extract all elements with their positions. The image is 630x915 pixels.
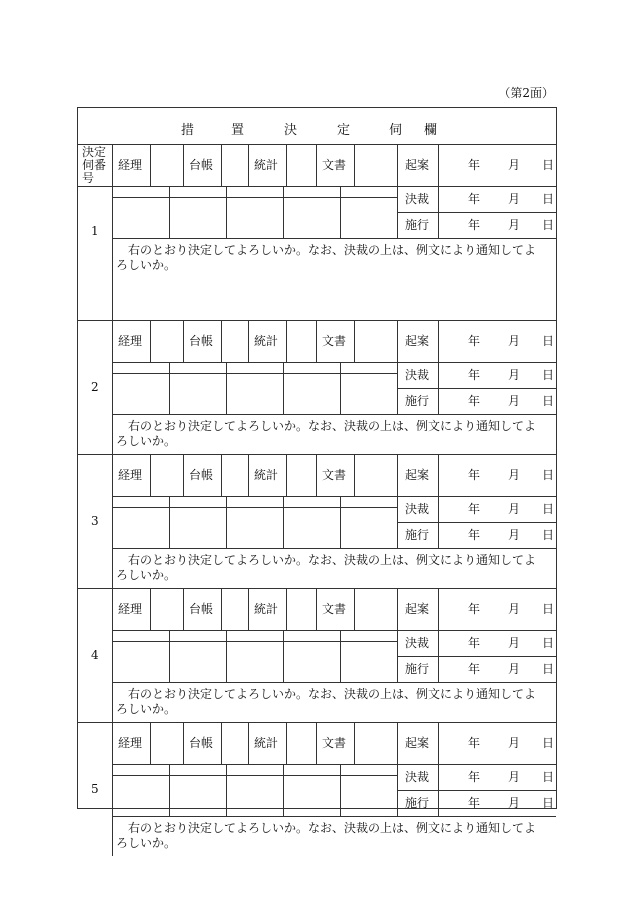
seal-tick bbox=[226, 496, 227, 507]
block-5-date-unit: 月 bbox=[508, 736, 521, 750]
step-divider bbox=[438, 790, 439, 816]
block-5-step-label: 施行 bbox=[405, 796, 430, 810]
header-approver-label: 統計 bbox=[254, 158, 279, 172]
seal-divider bbox=[112, 775, 397, 776]
approver-divider bbox=[221, 722, 222, 764]
approver-divider bbox=[354, 144, 355, 186]
block-4-date-unit: 日 bbox=[542, 662, 555, 676]
block-2-date-unit: 日 bbox=[542, 394, 555, 408]
approver-divider bbox=[316, 588, 317, 630]
block-3-number: 3 bbox=[91, 514, 99, 528]
block-2-date-unit: 日 bbox=[542, 368, 555, 382]
approver-divider bbox=[150, 320, 151, 362]
step-divider bbox=[438, 212, 439, 238]
row-divider bbox=[112, 764, 556, 765]
header-step-label: 起案 bbox=[405, 158, 430, 172]
block-3-date-unit: 日 bbox=[542, 468, 555, 482]
block-1-date-unit: 月 bbox=[508, 218, 521, 232]
header-date-unit: 日 bbox=[542, 158, 555, 172]
form-title-char: 定 bbox=[337, 123, 351, 138]
number-col-divider bbox=[112, 454, 113, 588]
step-row-divider bbox=[397, 388, 556, 389]
seal-tick bbox=[340, 630, 341, 641]
block-2-number: 2 bbox=[91, 380, 99, 394]
block-4-date-unit: 年 bbox=[468, 636, 481, 650]
step-divider bbox=[438, 362, 439, 388]
block-4-step-label: 起案 bbox=[405, 602, 430, 616]
approver-divider bbox=[150, 588, 151, 630]
seal-tick bbox=[340, 496, 341, 507]
block-5-step-label: 決裁 bbox=[405, 770, 430, 784]
approver-divider bbox=[183, 588, 184, 630]
number-header-label: 号 bbox=[82, 171, 95, 185]
row-divider bbox=[78, 186, 556, 187]
note-divider bbox=[112, 414, 556, 415]
step-divider bbox=[438, 588, 439, 630]
seal-divider bbox=[283, 641, 284, 682]
block-3-date-unit: 月 bbox=[508, 468, 521, 482]
seal-tick bbox=[169, 630, 170, 641]
approver-divider bbox=[286, 722, 287, 764]
seal-divider bbox=[226, 641, 227, 682]
seal-tick bbox=[226, 764, 227, 775]
seal-divider bbox=[169, 641, 170, 682]
step-divider bbox=[438, 722, 439, 764]
step-divider bbox=[438, 320, 439, 362]
block-3-approver-label: 台帳 bbox=[189, 468, 214, 482]
block-3-date-unit: 年 bbox=[468, 528, 481, 542]
block-1-number: 1 bbox=[91, 224, 99, 238]
approver-divider bbox=[286, 320, 287, 362]
seal-divider bbox=[169, 197, 170, 238]
approver-divider bbox=[397, 588, 398, 630]
row-divider bbox=[112, 362, 556, 363]
approver-divider bbox=[316, 144, 317, 186]
block-3-date-unit: 年 bbox=[468, 502, 481, 516]
block-3-approver-label: 経理 bbox=[118, 468, 143, 482]
block-1-step-label: 決裁 bbox=[405, 192, 430, 206]
seal-divider bbox=[169, 507, 170, 548]
seal-tick bbox=[226, 362, 227, 373]
seal-tick bbox=[226, 186, 227, 197]
approver-divider bbox=[150, 144, 151, 186]
seal-tick bbox=[340, 764, 341, 775]
seal-tick bbox=[169, 362, 170, 373]
step-divider bbox=[438, 656, 439, 682]
number-col-divider bbox=[112, 588, 113, 722]
seal-tick bbox=[169, 186, 170, 197]
block-4-date-unit: 年 bbox=[468, 602, 481, 616]
approver-divider bbox=[183, 144, 184, 186]
block-1-date-unit: 日 bbox=[542, 218, 555, 232]
block-3-date-unit: 日 bbox=[542, 528, 555, 542]
seal-divider bbox=[340, 507, 341, 548]
block-5-step-label: 起案 bbox=[405, 736, 430, 750]
seal-divider bbox=[169, 373, 170, 414]
form-title-char: 伺 bbox=[389, 123, 403, 138]
seal-divider bbox=[112, 507, 397, 508]
block-1-note: 右のとおり決定してよろしいか。なお、決裁の上は、例文により通知してよろしいか。 bbox=[116, 243, 537, 272]
seal-tick bbox=[283, 630, 284, 641]
number-col-divider bbox=[112, 320, 113, 454]
block-2-date-unit: 月 bbox=[508, 368, 521, 382]
block-3-date-unit: 月 bbox=[508, 528, 521, 542]
block-4-date-unit: 月 bbox=[508, 636, 521, 650]
form-title-char: 決 bbox=[284, 123, 298, 138]
seal-divider bbox=[340, 641, 341, 682]
approver-divider bbox=[316, 454, 317, 496]
block-5-approver-label: 経理 bbox=[118, 736, 143, 750]
approver-divider bbox=[221, 320, 222, 362]
seal-tick bbox=[169, 496, 170, 507]
header-approver-label: 台帳 bbox=[189, 158, 214, 172]
header-approver-label: 文書 bbox=[322, 158, 347, 172]
step-divider bbox=[438, 454, 439, 496]
header-approver-label: 経理 bbox=[118, 158, 143, 172]
seal-divider bbox=[226, 507, 227, 548]
approver-divider bbox=[150, 454, 151, 496]
note-divider bbox=[112, 238, 556, 239]
page-label: （第2面） bbox=[498, 86, 554, 100]
seal-divider bbox=[283, 373, 284, 414]
step-row-divider bbox=[397, 656, 556, 657]
approver-divider bbox=[183, 722, 184, 764]
block-4-step-label: 施行 bbox=[405, 662, 430, 676]
block-5-approver-label: 文書 bbox=[322, 736, 347, 750]
number-col-divider bbox=[112, 144, 113, 186]
seal-divider bbox=[226, 373, 227, 414]
row-divider bbox=[112, 496, 556, 497]
seal-divider bbox=[340, 373, 341, 414]
step-divider bbox=[438, 522, 439, 548]
approver-divider bbox=[354, 454, 355, 496]
block-3-date-unit: 月 bbox=[508, 502, 521, 516]
seal-divider bbox=[226, 197, 227, 238]
approver-divider bbox=[397, 320, 398, 362]
block-3-step-label: 決裁 bbox=[405, 502, 430, 516]
row-divider bbox=[112, 630, 556, 631]
approver-divider bbox=[221, 454, 222, 496]
approver-divider bbox=[183, 454, 184, 496]
form-title-char: 置 bbox=[231, 123, 245, 138]
block-3-approver-label: 文書 bbox=[322, 468, 347, 482]
block-5-date-unit: 日 bbox=[542, 796, 555, 810]
block-2-date-unit: 年 bbox=[468, 368, 481, 382]
block-4-number: 4 bbox=[91, 648, 99, 662]
seal-tick bbox=[283, 362, 284, 373]
step-divider bbox=[438, 144, 439, 186]
approver-divider bbox=[354, 588, 355, 630]
form-title bbox=[78, 108, 556, 144]
approver-divider bbox=[286, 454, 287, 496]
block-2-approver-label: 統計 bbox=[254, 334, 279, 348]
block-4-date-unit: 日 bbox=[542, 636, 555, 650]
block-2-date-unit: 年 bbox=[468, 334, 481, 348]
approver-divider bbox=[397, 144, 398, 186]
block-3-note: 右のとおり決定してよろしいか。なお、決裁の上は、例文により通知してよろしいか。 bbox=[116, 553, 537, 582]
block-5-date-unit: 年 bbox=[468, 796, 481, 810]
block-1-date-unit: 年 bbox=[468, 192, 481, 206]
approver-divider bbox=[397, 454, 398, 496]
number-col-divider bbox=[112, 186, 113, 320]
form-title-char: 欄 bbox=[424, 123, 438, 138]
step-row-divider bbox=[397, 790, 556, 791]
approver-divider bbox=[221, 144, 222, 186]
step-row-divider bbox=[397, 212, 556, 213]
block-1-date-unit: 日 bbox=[542, 192, 555, 206]
step-divider bbox=[438, 186, 439, 212]
seal-divider bbox=[112, 373, 397, 374]
block-2-date-unit: 日 bbox=[542, 334, 555, 348]
seal-divider bbox=[340, 197, 341, 238]
number-header-label: 決定 bbox=[82, 145, 107, 159]
step-divider bbox=[438, 388, 439, 414]
block-2-note: 右のとおり決定してよろしいか。なお、決裁の上は、例文により通知してよろしいか。 bbox=[116, 419, 537, 448]
block-4-approver-label: 台帳 bbox=[189, 602, 214, 616]
block-5-date-unit: 日 bbox=[542, 736, 555, 750]
block-2-approver-label: 文書 bbox=[322, 334, 347, 348]
approver-divider bbox=[354, 722, 355, 764]
approver-divider bbox=[316, 722, 317, 764]
seal-divider bbox=[283, 197, 284, 238]
block-5-date-unit: 年 bbox=[468, 770, 481, 784]
seal-divider bbox=[340, 775, 341, 816]
block-2-date-unit: 月 bbox=[508, 394, 521, 408]
block-5-note: 右のとおり決定してよろしいか。なお、決裁の上は、例文により通知してよろしいか。 bbox=[116, 821, 537, 850]
note-divider bbox=[112, 682, 556, 683]
form-title-char: 措 bbox=[181, 123, 195, 138]
block-5-date-unit: 月 bbox=[508, 796, 521, 810]
block-5-approver-label: 台帳 bbox=[189, 736, 214, 750]
approver-divider bbox=[248, 454, 249, 496]
block-1-date-unit: 年 bbox=[468, 218, 481, 232]
block-2-date-unit: 年 bbox=[468, 394, 481, 408]
approver-divider bbox=[286, 588, 287, 630]
block-1-date-unit: 月 bbox=[508, 192, 521, 206]
approver-divider bbox=[248, 588, 249, 630]
block-2-approver-label: 経理 bbox=[118, 334, 143, 348]
note-divider bbox=[112, 548, 556, 549]
header-date-unit: 年 bbox=[468, 158, 481, 172]
block-4-date-unit: 年 bbox=[468, 662, 481, 676]
approver-divider bbox=[286, 144, 287, 186]
seal-tick bbox=[283, 764, 284, 775]
block-4-approver-label: 経理 bbox=[118, 602, 143, 616]
block-2-date-unit: 月 bbox=[508, 334, 521, 348]
block-3-step-label: 起案 bbox=[405, 468, 430, 482]
approver-divider bbox=[150, 722, 151, 764]
block-2-step-label: 決裁 bbox=[405, 368, 430, 382]
seal-divider bbox=[283, 775, 284, 816]
block-4-approver-label: 文書 bbox=[322, 602, 347, 616]
seal-tick bbox=[283, 496, 284, 507]
header-date-unit: 月 bbox=[508, 158, 521, 172]
block-2-step-label: 施行 bbox=[405, 394, 430, 408]
seal-tick bbox=[340, 186, 341, 197]
block-4-date-unit: 月 bbox=[508, 662, 521, 676]
approver-divider bbox=[316, 320, 317, 362]
block-4-note: 右のとおり決定してよろしいか。なお、決裁の上は、例文により通知してよろしいか。 bbox=[116, 687, 537, 716]
step-divider bbox=[438, 496, 439, 522]
step-row-divider bbox=[397, 522, 556, 523]
note-divider bbox=[112, 816, 556, 817]
approver-divider bbox=[354, 320, 355, 362]
approver-divider bbox=[397, 722, 398, 764]
decision-form-table bbox=[77, 107, 557, 850]
approver-divider bbox=[248, 320, 249, 362]
block-2-approver-label: 台帳 bbox=[189, 334, 214, 348]
seal-tick bbox=[226, 630, 227, 641]
block-4-step-label: 決裁 bbox=[405, 636, 430, 650]
seal-divider bbox=[226, 775, 227, 816]
block-3-date-unit: 年 bbox=[468, 468, 481, 482]
approver-divider bbox=[248, 144, 249, 186]
seal-divider bbox=[112, 641, 397, 642]
approver-divider bbox=[248, 722, 249, 764]
block-5-date-unit: 年 bbox=[468, 736, 481, 750]
block-4-date-unit: 月 bbox=[508, 602, 521, 616]
block-1-step-label: 施行 bbox=[405, 218, 430, 232]
block-3-approver-label: 統計 bbox=[254, 468, 279, 482]
seal-tick bbox=[283, 186, 284, 197]
block-5-number: 5 bbox=[91, 782, 99, 796]
step-divider bbox=[438, 630, 439, 656]
step-divider bbox=[438, 764, 439, 790]
number-col-divider bbox=[112, 722, 113, 856]
number-header-label: 伺番 bbox=[82, 158, 107, 172]
seal-divider bbox=[112, 197, 397, 198]
block-4-approver-label: 統計 bbox=[254, 602, 279, 616]
block-5-approver-label: 統計 bbox=[254, 736, 279, 750]
block-5-date-unit: 日 bbox=[542, 770, 555, 784]
block-5-date-unit: 月 bbox=[508, 770, 521, 784]
approver-divider bbox=[183, 320, 184, 362]
block-3-date-unit: 日 bbox=[542, 502, 555, 516]
block-2-step-label: 起案 bbox=[405, 334, 430, 348]
seal-tick bbox=[340, 362, 341, 373]
block-3-step-label: 施行 bbox=[405, 528, 430, 542]
block-4-date-unit: 日 bbox=[542, 602, 555, 616]
approver-divider bbox=[221, 588, 222, 630]
seal-divider bbox=[283, 507, 284, 548]
seal-tick bbox=[169, 764, 170, 775]
seal-divider bbox=[169, 775, 170, 816]
